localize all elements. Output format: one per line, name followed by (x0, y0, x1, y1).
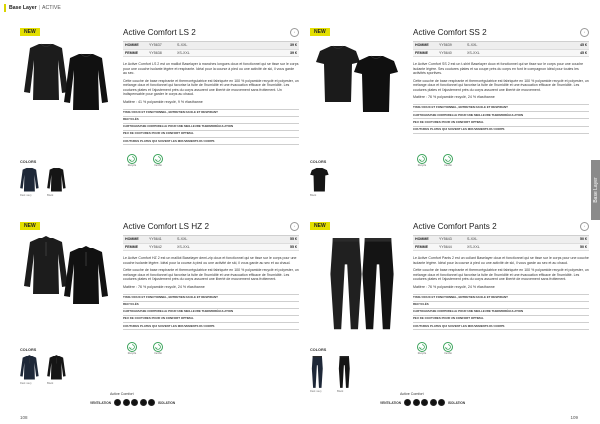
product-title: Active Comfort LS HZ 2 (123, 222, 209, 231)
title-row (123, 222, 299, 234)
variants-table (413, 42, 589, 57)
new-badge: NEW (20, 222, 40, 230)
color-name: Black (310, 194, 317, 197)
recycled-icon (123, 342, 141, 356)
eco-icon-circle (417, 154, 427, 164)
title-row (123, 28, 299, 40)
insulation-title: Active Comfort (110, 392, 134, 396)
warranty-icon: • (580, 222, 589, 231)
list-item: TISSU DOUX ET FONCTIONNEL, ENTRETIEN FACILE ET RESPIRANT (413, 295, 589, 302)
feature-list (413, 104, 589, 134)
variant-gender: FEMME (125, 244, 138, 249)
list-item: COUTURES PLATES QUI SUIVENT LES MOUVEMENTS DU CORPS (413, 127, 589, 134)
isolation-label: ISOLATION (158, 400, 176, 405)
variant-gender: FEMME (415, 50, 428, 55)
table-row (123, 236, 299, 244)
product-info (123, 28, 299, 145)
eco-icon-label: Recyclé (417, 164, 427, 167)
variants-table (123, 42, 299, 57)
product-card (20, 28, 302, 208)
variant-gender: HOMME (415, 43, 429, 48)
color-swatches (20, 167, 67, 197)
list-item: CARTOGRAPHIE CORPORELLE POUR UNE MEILLEURE THERMORÉGULATION (123, 309, 299, 316)
variant-price: 39 € (290, 50, 297, 55)
product-description (413, 62, 589, 92)
insulation-dot (123, 399, 130, 406)
color-swatch[interactable] (310, 167, 330, 197)
variant-article: YY5637 (149, 43, 162, 48)
product-card (310, 28, 592, 208)
table-row (123, 50, 299, 58)
header-text: Base Layer | ACTIVE (9, 4, 61, 11)
new-badge: NEW (310, 222, 330, 230)
product-photo (20, 40, 120, 170)
variant-sizes: XS-XXL (177, 244, 190, 249)
description-paragraph: Cette couche de base respirante et thermorégulatrice est fabriquée en 100 % polyamide recyclé et polyester, un mélange doux et fonctionnel qui favorise la fuite de l'humidité et une évacuation efficace de l'humidité. Les coutures plates et l'ajustement près du corps assurent une liberté de mouvement sans frottement. (413, 268, 589, 281)
colors-label: COLORS (20, 348, 37, 352)
eco-icon-circle (153, 342, 163, 352)
color-swatch[interactable] (337, 355, 357, 393)
eco-icon-label: Certifié (154, 352, 162, 355)
header-accent-bar (4, 4, 6, 12)
description-paragraph: Le Active Comfort HZ 2 est un maillot Baselayer demi-zip doux et fonctionnel qui se tisse sur le corps pour une couche isolante légère. Idéal pour la course à pied ou une activité de ski, il vous garde au sec et au chaud. (123, 256, 297, 265)
variant-price: 55 € (290, 237, 297, 242)
list-item: CARTOGRAPHIE CORPORELLE POUR UNE MEILLEURE THERMORÉGULATION (123, 124, 299, 131)
description-paragraph: Cette couche de base respirante et thermorégulatrice est fabriquée en 100 % polyamide recyclé et polyester, un mélange doux et fonctionnel qui favorise la fuite de l'humidité et une évacuation efficace de l'humidité. Les coutures plates et l'ajustement près du corps assurent une liberté de mouvement sans frottement. Un indispensable pour garder le corps au chaud. (123, 78, 299, 96)
variant-sizes: S-XXL (177, 43, 188, 48)
product-photo (20, 234, 120, 364)
eco-icon-circle (127, 154, 137, 164)
product-card (20, 222, 302, 412)
variant-price: 55 € (290, 244, 297, 249)
variant-article: YY5638 (149, 50, 162, 55)
eco-icons (413, 342, 457, 356)
eco-icon-label: Certifié (444, 352, 452, 355)
title-row (413, 222, 589, 234)
product-photo (310, 234, 410, 364)
page-number-right: 109 (570, 415, 578, 420)
insulation-dots (404, 399, 445, 406)
list-item: RECYCLÉS (413, 302, 589, 309)
title-row (413, 28, 589, 40)
eco-icons (413, 154, 457, 168)
product-info (413, 28, 589, 134)
variant-gender: FEMME (415, 244, 428, 249)
list-item: PEU DE COUTURES POUR UN CONFORT OPTIMAL (413, 119, 589, 126)
color-swatches (310, 167, 330, 197)
list-item: RECYCLÉS (123, 302, 299, 309)
table-row (413, 42, 589, 50)
list-item: TISSU DOUX ET FONCTIONNEL, ENTRETIEN FACILE ET RESPIRANT (413, 105, 589, 112)
color-swatches (20, 355, 67, 385)
list-item: TISSU DOUX ET FONCTIONNEL, ENTRETIEN FACILE ET RESPIRANT (123, 110, 299, 117)
variant-price: 50 € (580, 244, 587, 249)
recycled-icon (413, 342, 431, 356)
feature-list (413, 294, 589, 331)
list-item: COUTURES PLATES QUI SUIVENT LES MOUVEMENTS DU CORPS (123, 138, 299, 145)
page-header (4, 3, 61, 12)
colors-label: COLORS (310, 160, 327, 164)
variant-gender: FEMME (125, 50, 138, 55)
color-name: Dark navy (20, 382, 32, 385)
header-category: ACTIVE (42, 4, 61, 11)
variant-price: 45 € (580, 43, 587, 48)
eco-icons (123, 154, 167, 168)
insulation-dot (148, 399, 155, 406)
feature-list (123, 109, 299, 146)
color-swatch[interactable] (310, 355, 330, 393)
bluesign-icon (149, 342, 167, 356)
feature-list (123, 294, 299, 331)
eco-icon-label: Recyclé (127, 352, 137, 355)
table-row (413, 50, 589, 58)
warranty-icon: • (290, 222, 299, 231)
bluesign-icon (439, 342, 457, 356)
insulation-dot (421, 399, 428, 406)
isolation-label: ISOLATION (448, 400, 466, 405)
variant-price: 45 € (580, 50, 587, 55)
variant-gender: HOMME (415, 237, 429, 242)
eco-icon-circle (443, 154, 453, 164)
insulation-title: Active Comfort (400, 392, 424, 396)
variant-sizes: XS-XXL (467, 50, 480, 55)
color-name: Black (337, 390, 344, 393)
insulation-dot (413, 399, 420, 406)
material-text: Matière : 76 % polyamide recyclé, 24 % élasthanne (413, 284, 495, 289)
colors-label: COLORS (310, 348, 327, 352)
product-title: Active Comfort Pants 2 (413, 222, 497, 231)
product-description (413, 256, 589, 282)
list-item: CARTOGRAPHIE CORPORELLE POUR UNE MEILLEURE THERMORÉGULATION (413, 309, 589, 316)
variants-table (413, 236, 589, 251)
variant-gender: HOMME (125, 237, 139, 242)
product-photo (310, 40, 410, 170)
insulation-dot (430, 399, 437, 406)
list-item: TISSU DOUX ET FONCTIONNEL, ENTRETIEN FACILE ET RESPIRANT (123, 295, 299, 302)
insulation-dots (114, 399, 155, 406)
new-badge: NEW (20, 28, 40, 36)
color-swatches (310, 355, 357, 393)
list-item: COUTURES PLATES QUI SUIVENT LES MOUVEMENTS DU CORPS (123, 323, 299, 330)
variant-price: 39 € (290, 43, 297, 48)
list-item: RECYCLÉS (123, 117, 299, 124)
product-title: Active Comfort LS 2 (123, 28, 196, 37)
description-paragraph: Le Active Comfort SS 2 est un t-shirt Baselayer doux et fonctionnel qui se tisse sur le corps pour une couche isolante légère. Ses coutures plates et sa coupe près du corps en font le compagnon idéal pour toutes les activités sportives. (413, 62, 584, 75)
variant-sizes: S-XXL (467, 237, 478, 242)
insulation-dot (131, 399, 138, 406)
warranty-icon: • (290, 28, 299, 37)
list-item: COUTURES PLATES QUI SUIVENT LES MOUVEMENTS DU CORPS (413, 323, 589, 330)
bluesign-icon (149, 154, 167, 168)
insulation-dot (140, 399, 147, 406)
variant-price: 50 € (580, 237, 587, 242)
ventilation-label: VENTILATION (380, 400, 402, 405)
insulation-dot (404, 399, 411, 406)
material-text: Matière : 41 % polyamide recyclé, 9 % élasthanne (123, 99, 203, 104)
color-swatch[interactable] (20, 355, 40, 385)
variant-sizes: S-XXL (177, 237, 188, 242)
variant-sizes: S-XXL (467, 43, 478, 48)
eco-icon-circle (127, 342, 137, 352)
list-item: CARTOGRAPHIE CORPORELLE POUR UNE MEILLEURE THERMORÉGULATION (413, 112, 589, 119)
material-text: Matière : 76 % polyamide recyclé, 24 % élasthanne (123, 284, 205, 289)
list-item: PEU DE COUTURES POUR UN CONFORT OPTIMAL (413, 316, 589, 323)
variant-article: YY5643 (439, 237, 452, 242)
list-item: PEU DE COUTURES POUR UN CONFORT OPTIMAL (123, 316, 299, 323)
colors-label: COLORS (20, 160, 37, 164)
insulation-dot (114, 399, 121, 406)
variant-sizes: XS-XXL (177, 50, 190, 55)
recycled-icon (413, 154, 431, 168)
variant-sizes: XS-XXL (467, 244, 480, 249)
color-name: Dark navy (310, 390, 322, 393)
eco-icon-circle (443, 342, 453, 352)
header-section: Base Layer (9, 4, 37, 11)
description-paragraph: Le Active Comfort Pants 2 est un collant Baselayer doux et fonctionnel qui se tisse sur le corps pour une couche isolante légère. Idéal pour la course à pied ou une activité de ski, il vous garde au sec et au chaud. (413, 256, 589, 265)
table-row (413, 236, 589, 244)
variant-gender: HOMME (125, 43, 139, 48)
product-description (123, 256, 299, 282)
insulation-scale (90, 399, 175, 406)
color-name: Black (47, 382, 54, 385)
product-card (310, 222, 592, 412)
description-paragraph: Le Active Comfort LS 2 est un maillot Baselayer à manches longues doux et fonctionnel qui se tisse sur le corps pour une couche isolante légère et respirante. Idéal pour la course à pied ou une activité de ski, il vous garde au sec. (123, 62, 299, 75)
variant-article: YY5639 (439, 43, 452, 48)
table-row (123, 42, 299, 50)
insulation-dot (438, 399, 445, 406)
table-row (123, 244, 299, 252)
variant-article: YY5644 (439, 244, 452, 249)
color-swatch[interactable] (47, 355, 67, 385)
color-swatch[interactable] (20, 167, 40, 197)
eco-icon-label: Certifié (154, 164, 162, 167)
variants-table (123, 236, 299, 251)
material-text: Matière : 76 % polyamide recyclé, 24 % élasthanne (413, 95, 495, 99)
bluesign-icon (439, 154, 457, 168)
color-name: Black (47, 194, 54, 197)
warranty-icon: • (580, 28, 589, 37)
eco-icons (123, 342, 167, 356)
page-number-left: 108 (20, 415, 28, 420)
product-title: Active Comfort SS 2 (413, 28, 487, 37)
eco-icon-label: Recyclé (417, 352, 427, 355)
eco-icon-circle (153, 154, 163, 164)
table-row (413, 244, 589, 252)
color-swatch[interactable] (47, 167, 67, 197)
color-name: Dark navy (20, 194, 32, 197)
side-tab[interactable] (591, 160, 600, 220)
variant-article: YY5640 (439, 50, 452, 55)
insulation-scale (380, 399, 465, 406)
variant-article: YY5642 (149, 244, 162, 249)
product-info (413, 222, 589, 330)
product-description (123, 62, 299, 97)
eco-icon-circle (417, 342, 427, 352)
description-paragraph: Cette couche de base respirante et thermorégulatrice est fabriquée en 100 % polyamide recyclé et polyester, un mélange doux et fonctionnel qui favorise la fuite de l'humidité et une évacuation efficace de l'humidité. Les coutures plates et l'ajustement près du corps assurent une liberté de mouvement sans frottement. (123, 268, 299, 281)
ventilation-label: VENTILATION (90, 400, 112, 405)
eco-icon-label: Certifié (444, 164, 452, 167)
new-badge: NEW (310, 28, 330, 36)
eco-icon-label: Recyclé (127, 164, 137, 167)
list-item: PEU DE COUTURES POUR UN CONFORT OPTIMAL (123, 131, 299, 138)
product-info (123, 222, 299, 330)
recycled-icon (123, 154, 141, 168)
description-paragraph: Cette couche de base respirante et thermorégulatrice est fabriquée en 100 % polyamide recyclé et polyester, un mélange doux et fonctionnel qui favorise la fuite de l'humidité et une évacuation efficace de l'humidité. Les coutures plates et l'ajustement près du corps assurent une liberté de mouvement. (413, 78, 589, 92)
variant-article: YY5641 (149, 237, 162, 242)
side-tab-label: Base Layer (592, 177, 599, 203)
